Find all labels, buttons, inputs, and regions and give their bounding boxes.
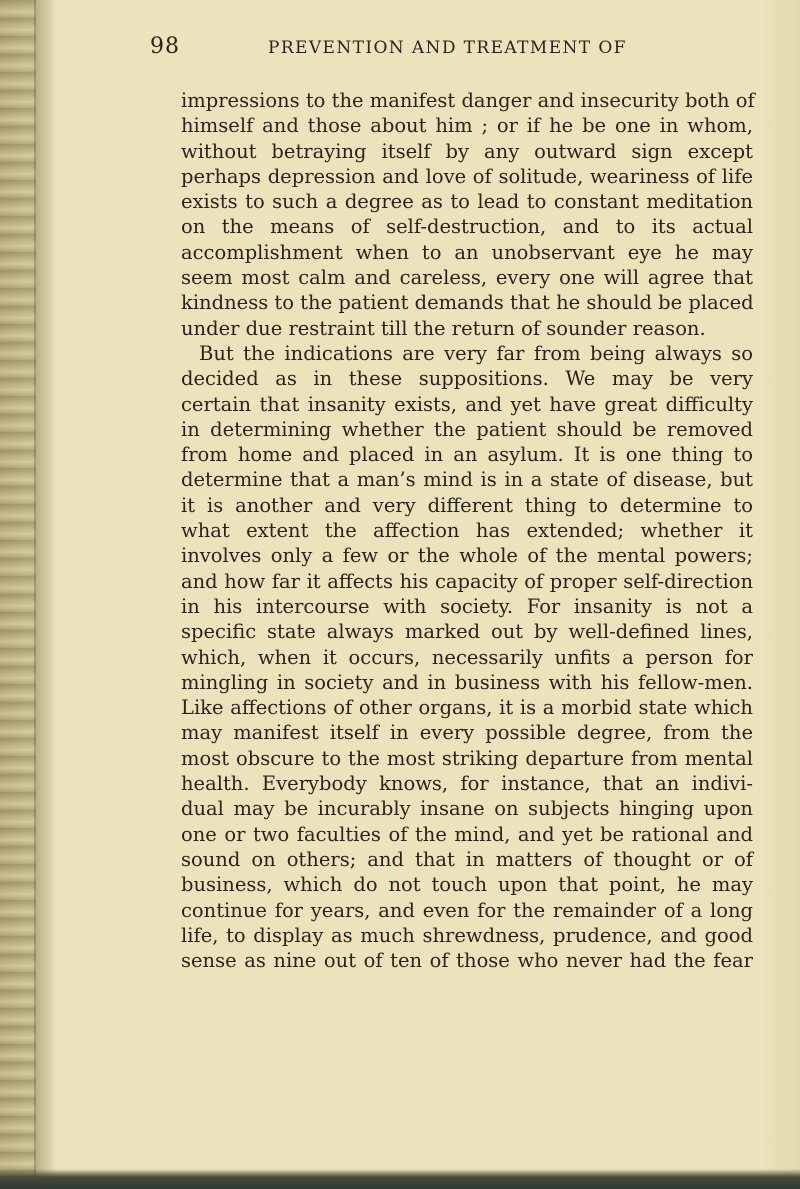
text-line: one or two faculties of the mind, and yet be rational and [181,822,753,846]
text-line: it is another and very different thing to determine to [181,493,753,517]
text-line: Like affections of other organs, it is a morbid state which [181,696,753,720]
text-line: exists to such a degree as to lead to constant meditation [181,190,753,214]
text-line: what extent the affection has extended; whether it [181,519,753,543]
text-line: sense as nine out of ten of those who never had the fear [181,949,753,973]
text-line: kindness to the patient demands that he should be placed [181,291,754,315]
text-line: in his intercourse with society. For insanity is not a [181,594,753,618]
text-line: without betraying itself by any outward sign except [181,139,753,163]
text-line: specific state always marked out by well-defined lines, [181,620,753,644]
text-line: himself and those about him ; or if he be one in whom, [181,114,753,138]
text-line: accomplishment when to an unobservant eye he may [181,240,753,264]
text-line: mingling in society and in business with his fellow-men. [181,670,753,694]
text-line: But the indications are very far from being always so [199,341,753,365]
text-line: continue for years, and even for the remainder of a long [181,898,753,922]
gutter-shadow [34,0,56,1189]
text-line: which, when it occurs, necessarily unfits a person for [181,645,753,669]
text-line: in determining whether the patient should be removed [181,417,753,441]
text-line: may manifest itself in every possible degree, from the [181,721,753,745]
text-line: most obscure to the most striking departure from mental [181,746,753,770]
text-line: certain that insanity exists, and yet have great difficulty [181,392,753,416]
page-header [150,34,670,68]
text-line: business, which do not touch upon that point, he may [181,873,753,897]
text-line: involves only a few or the whole of the mental powers; [181,544,753,568]
text-line: under due restraint till the return of sounder reason. [181,316,706,340]
running-head: PREVENTION AND TREATMENT OF [268,38,627,58]
text-line: impressions to the manifest danger and insecurity both of [181,89,755,112]
text-line: seem most calm and careless, every one will agree that [181,266,753,290]
text-line: dual may be incurably insane on subjects hinging upon [181,797,753,821]
text-line: health. Everybody knows, for instance, that an indivi- [181,772,753,796]
text-line: sound on others; and that in matters of thought or of [181,847,753,871]
text-line: on the means of self-destruction, and to its actual [181,215,753,239]
page-bottom-edge [0,1169,800,1189]
page-binding-edge [0,0,36,1189]
text-line: decided as in these suppositions. We may be very [181,367,753,391]
text-line: from home and placed in an asylum. It is one thing to [181,443,753,467]
text-line: and how far it affects his capacity of proper self-direction [181,569,753,593]
page-number: 98 [150,34,180,59]
text-line: life, to display as much shrewdness, prudence, and good [181,923,753,947]
text-line: determine that a man’s mind is in a state of disease, but [181,468,753,492]
body-text [181,88,753,973]
text-line: perhaps depression and love of solitude, weariness of life [181,164,753,188]
